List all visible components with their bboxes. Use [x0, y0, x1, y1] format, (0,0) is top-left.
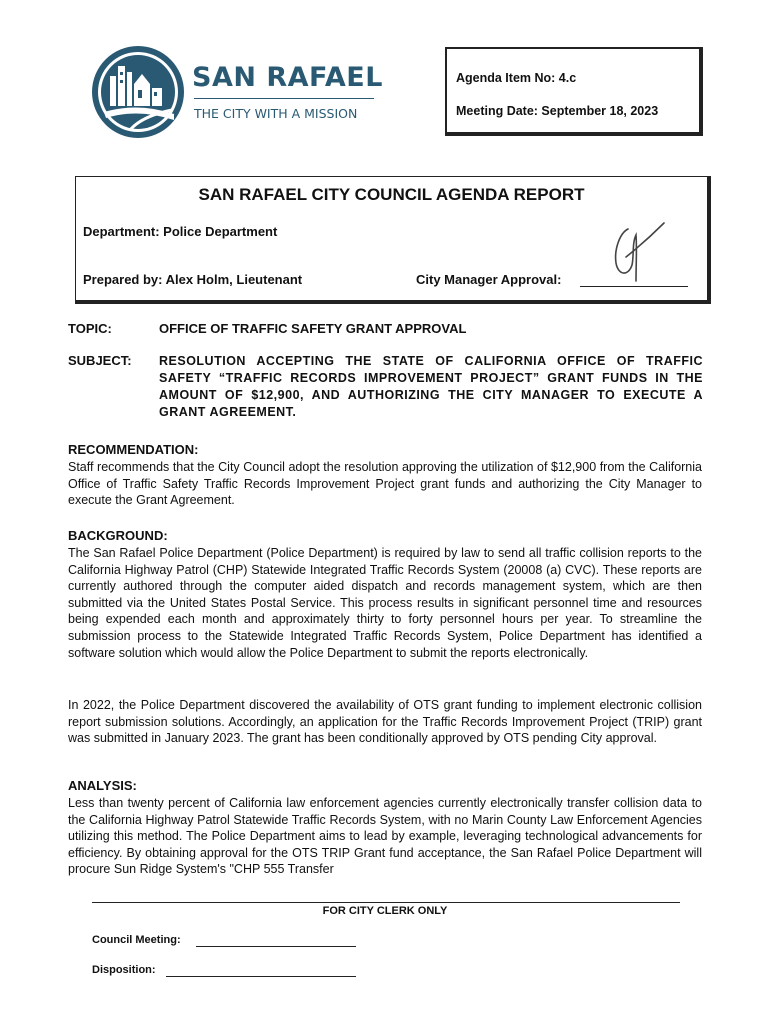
city-tagline: THE CITY WITH A MISSION — [194, 106, 358, 121]
recommendation-heading: RECOMMENDATION: — [68, 442, 199, 457]
city-manager-approval-label: City Manager Approval: — [416, 272, 562, 287]
report-title: SAN RAFAEL CITY COUNCIL AGENDA REPORT — [198, 185, 585, 204]
city-logo — [90, 44, 390, 140]
city-name: SAN RAFAEL — [192, 62, 383, 93]
analysis-section — [68, 778, 702, 878]
background-section — [68, 528, 702, 661]
city-seal-icon — [90, 44, 186, 140]
background-section-continued — [68, 697, 702, 747]
footer-divider — [92, 902, 680, 903]
agenda-item-number: Agenda Item No: 4.c — [456, 71, 577, 85]
city-manager-signature — [606, 219, 668, 285]
approval-signature-line — [580, 286, 688, 287]
department-field: Department: Police Department — [83, 224, 278, 239]
analysis-text: Less than twenty percent of California law enforcement agencies currently electronically transfer collision data to the California Highway Patrol Statewide Traffic Records System, with no Marin County Law Enforcement Agencies utilizing this method. The Police Department aims to lead by example, leveraging technological advancements for efficiency. By obtaining approval for the OTS TRIP Grant fund acceptance, the San Rafael Police Department will procure Sun Ridge System's "CHP 555 Transfer — [68, 796, 702, 877]
analysis-heading: ANALYSIS: — [68, 778, 137, 793]
disposition-label: Disposition: — [92, 964, 156, 976]
meeting-date: Meeting Date: September 18, 2023 — [456, 104, 659, 118]
subject-text: RESOLUTION ACCEPTING THE STATE OF CALIFORNIA OFFICE OF TRAFFIC SAFETY “TRAFFIC RECORDS IMPROVEMENT PROJECT” GRANT FUNDS IN THE AMOUNT OF $12,900, AND AUTHORIZING THE CITY MANAGER TO EXECUTE A GRANT AGREEMENT. — [159, 354, 703, 419]
background-heading: BACKGROUND: — [68, 528, 168, 543]
agenda-info-box — [445, 47, 703, 136]
council-meeting-label: Council Meeting: — [92, 934, 181, 946]
disposition-field — [166, 976, 356, 977]
recommendation-section — [68, 442, 702, 509]
city-clerk-label: FOR CITY CLERK ONLY — [322, 905, 448, 917]
report-header-box — [75, 176, 711, 304]
logo-divider — [194, 98, 374, 99]
topic-label: TOPIC: — [68, 321, 112, 336]
background-paragraph-1: The San Rafael Police Department (Police Department) is required by law to send all traffic collision reports to the California Highway Patrol (CHP) Statewide Integrated Traffic Records System (20008 (a) CVC). These reports are currently authored through the computer aided dispatch and records management system, which are then submitted via the United States Postal Service. This process results in significant personnel time and resources being expended each month and approximately thirty to forty personnel hours per year. To streamline the submission process to the Statewide Integrated Traffic Records System, Police Department has identified a software solution which would allow the Police Department to submit the reports electronically. — [68, 546, 702, 660]
background-paragraph-2: In 2022, the Police Department discovered the availability of OTS grant funding to implement electronic collision report submission solutions. Accordingly, an application for the Traffic Records Improvement Project (TRIP) grant was submitted in January 2023. The grant has been conditionally approved by OTS pending City approval. — [68, 698, 702, 746]
subject-label: SUBJECT: — [68, 353, 132, 368]
topic-text: OFFICE OF TRAFFIC SAFETY GRANT APPROVAL — [159, 321, 467, 336]
council-meeting-field — [196, 946, 356, 947]
prepared-by-field: Prepared by: Alex Holm, Lieutenant — [83, 272, 303, 287]
recommendation-text: Staff recommends that the City Council adopt the resolution approving the utilization of $12,900 from the California Office of Traffic Safety Traffic Records Improvement Project grant funds and authorizing the City Manager to execute the Grant Agreement. — [68, 460, 702, 508]
